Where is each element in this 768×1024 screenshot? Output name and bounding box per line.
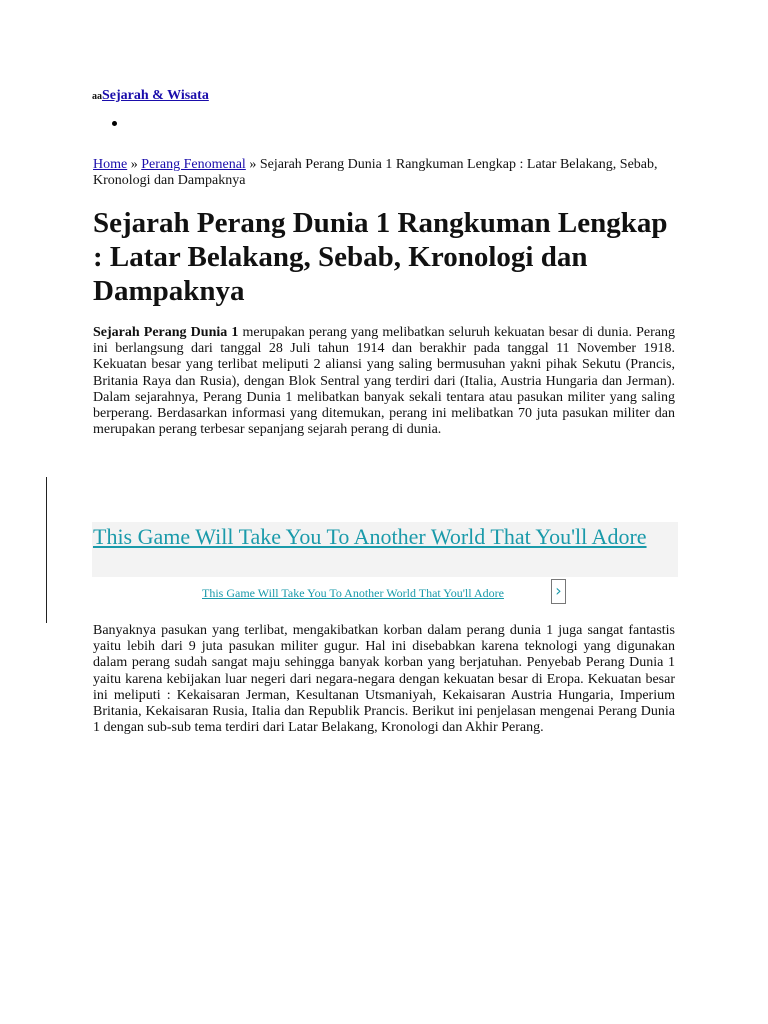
breadcrumb-current: Sejarah Perang Dunia 1 Rangkuman Lengkap : Latar Belakang, Sebab, Kronologi dan Dampaknya: [93, 157, 658, 188]
ad-title-link[interactable]: This Game Will Take You To Another World That You'll Adore: [93, 524, 647, 549]
breadcrumb-home-link[interactable]: Home: [93, 157, 128, 172]
article-paragraph-2: Banyaknya pasukan yang terlibat, mengakibatkan korban dalam perang dunia 1 juga sangat fantastis yaitu lebih dari 9 juta pasukan militer gugur. Hal ini disebabkan karena teknologi yang digunakan dalam perang sudah sangat maju sehingga banyak korban yang berjatuhan. Penyebab Perang Dunia 1 yaitu karena kebijakan luar negeri dari negara-negara dengan kekuatan besar di Eropa. Kekuatan besar ini meliputi : Kekaisaran Jerman, Kesultanan Utsmaniyah, Kekaisaran Austria Hungaria, Imperium Britania, Kekaisaran Rusia, Italia dan Republik Prancis. Berikut ini penjelasan mengenai Perang Dunia 1 dengan sub-sub tema terdiri dari Latar Belakang, Kronologi dan Akhir Perang.: [93, 623, 675, 736]
article-intro-paragraph: [93, 325, 675, 438]
article-title: Sejarah Perang Dunia 1 Rangkuman Lengkap : Latar Belakang, Sebab, Kronologi dan Dampaknya: [93, 207, 668, 307]
menu-bullet: [112, 121, 117, 126]
breadcrumb-separator: »: [127, 157, 142, 172]
breadcrumb-separator: »: [245, 157, 260, 172]
ad-small-link[interactable]: This Game Will Take You To Another World That You'll Adore: [202, 586, 504, 600]
breadcrumb-category-link[interactable]: Perang Fenomenal: [141, 157, 246, 172]
intro-bold-term: Sejarah Perang Dunia 1: [93, 325, 239, 340]
left-divider-line: [46, 477, 47, 623]
breadcrumb: [93, 157, 683, 189]
chevron-right-icon[interactable]: ›: [551, 579, 566, 604]
site-prefix: aa: [92, 91, 102, 102]
site-name-link[interactable]: Sejarah & Wisata: [102, 88, 209, 103]
intro-text: merupakan perang yang melibatkan seluruh kekuatan besar di dunia. Perang ini berlangsung dari tanggal 28 Juli tahun 1914 dan berakhir pada tanggal 11 November 1918. Kekuatan besar yang terlibat meliputi 2 aliansi yang saling bermusuhan yakni pihak Sekutu (Prancis, Britania Raya dan Rusia), dengan Blok Sentral yang terdiri dari (Italia, Austria Hungaria dan Jerman). Dalam sejarahnya, Perang Dunia 1 melibatkan banyak sekali tentara atau pasukan militer yang saling berperang. Berdasarkan informasi yang ditemukan, perang ini melibatkan 70 juta pasukan militer dan merupakan perang terbesar sepanjang sejarah perang di dunia.: [93, 325, 676, 438]
site-header: [92, 88, 209, 104]
